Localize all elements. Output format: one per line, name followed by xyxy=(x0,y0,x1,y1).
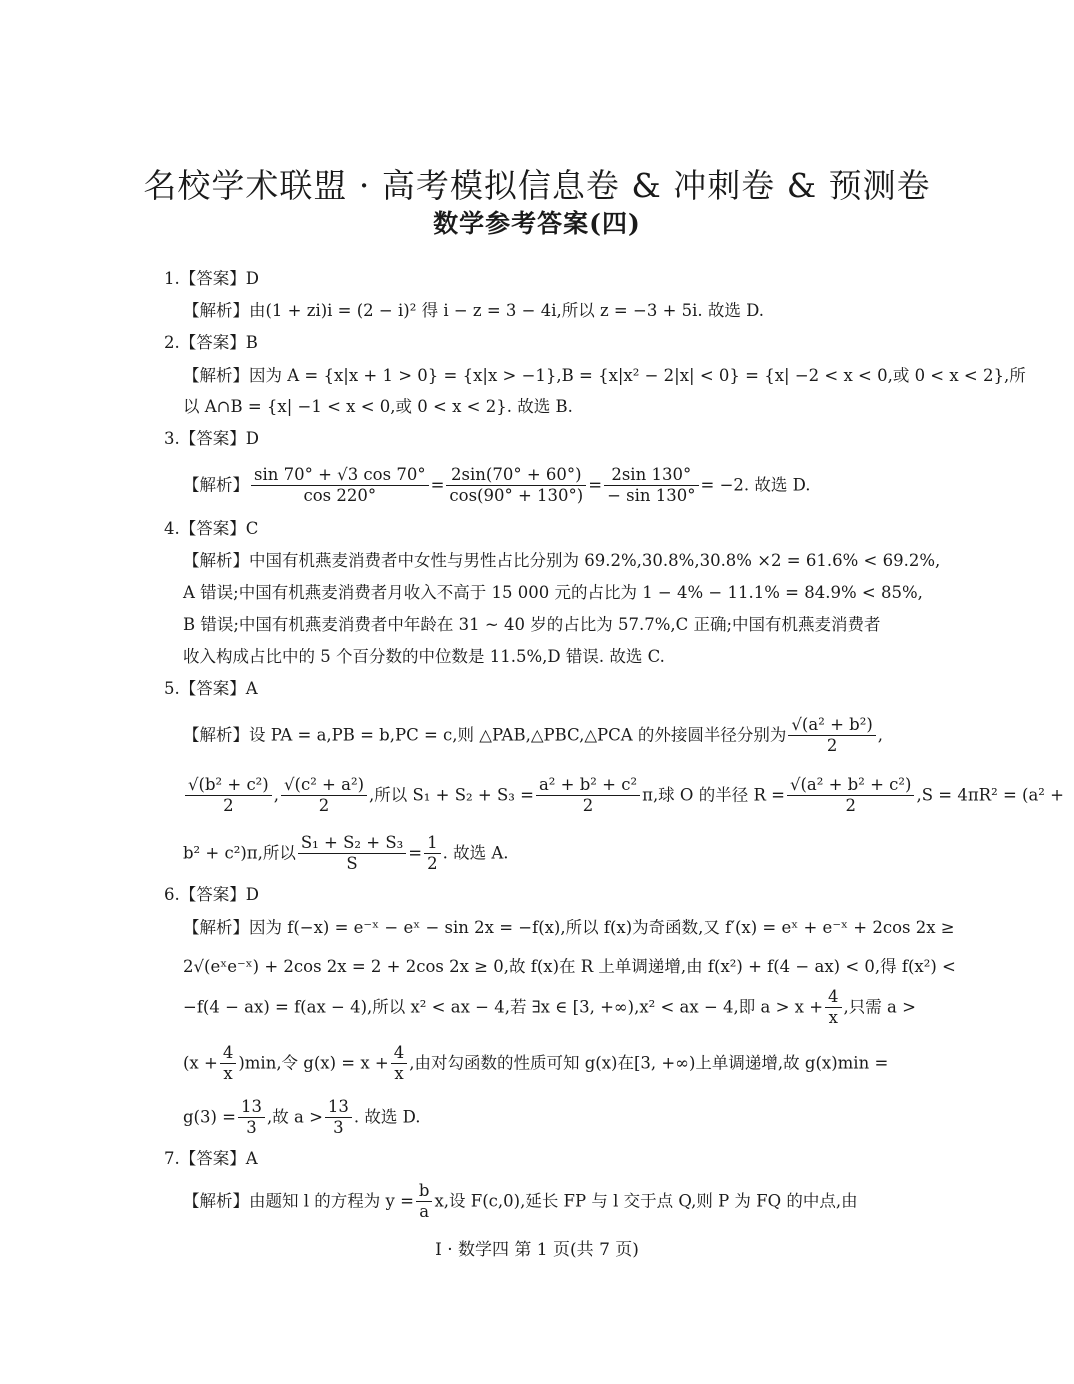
q6-line4-tail: ,由对勾函数的性质可知 g(x)在[3, +∞)上单调递增,故 g(x)min = xyxy=(409,1053,889,1073)
q5-sum-numerator: a² + b² + c² xyxy=(536,775,640,796)
q3-equals-2: = xyxy=(588,475,603,495)
q6-line4-f1-denominator: x xyxy=(223,1064,233,1083)
q5-line2-comma: , xyxy=(273,785,279,805)
q5-radius-ca xyxy=(281,775,367,816)
q5-line2-area-text: ,S = 4πR² = (a² + xyxy=(916,785,1064,805)
q2-answer: 2.【答案】B xyxy=(164,333,258,352)
q6-line4-f1-numerator: 4 xyxy=(220,1043,237,1064)
q6-solution-line1: 【解析】因为 f(−x) = e⁻ˣ − eˣ − sin 2x = −f(x),所以 f(x)为奇函数,又 f′(x) = eˣ + e⁻ˣ + 2cos 2x ≥ xyxy=(183,918,955,937)
q5-solution-line2 xyxy=(183,772,1064,818)
q3-fraction-1 xyxy=(251,465,429,506)
q5-half-fraction xyxy=(424,833,441,874)
q7-line1-tail: x,设 F(c,0),延长 FP 与 l 交于点 Q,则 P 为 FQ 的中点,由 xyxy=(434,1191,858,1211)
q6-solution-line2: 2√(eˣe⁻ˣ) + 2cos 2x = 2 + 2cos 2x ≥ 0,故 f(x)在 R 上单调递增,由 f(x²) + f(4 − ax) < 0,得 f(x²) < xyxy=(183,957,956,976)
q3-f1-numerator: sin 70° + √3 cos 70° xyxy=(251,465,429,486)
q6-line5-fraction-2 xyxy=(325,1097,352,1138)
q3-fraction-2 xyxy=(446,465,586,506)
q6-line5-f1-numerator: 13 xyxy=(238,1097,265,1118)
q4-solution-line1: 【解析】中国有机燕麦消费者中女性与男性占比分别为 69.2%,30.8%,30.8% ×2 = 61.6% < 69.2%, xyxy=(183,551,941,570)
q6-line4-f2-numerator: 4 xyxy=(391,1043,408,1064)
page-footer: Ⅰ · 数学四 第 1 页(共 7 页) xyxy=(435,1240,639,1260)
q6-line4-fraction-2 xyxy=(391,1043,408,1084)
q6-line5-result: . 故选 D. xyxy=(353,1107,421,1127)
q6-line3-denominator: x xyxy=(828,1008,838,1027)
q1-solution: 【解析】由(1 + zi)i = (2 − i)² 得 i − z = 3 − 4i,所以 z = −3 + 5i. 故选 D. xyxy=(183,301,765,320)
q6-line5-f2-denominator: 3 xyxy=(333,1118,344,1137)
q5-ratio-numerator: S₁ + S₂ + S₃ xyxy=(298,833,406,854)
q6-solution-line5 xyxy=(183,1094,911,1140)
q3-f2-numerator: 2sin(70° + 60°) xyxy=(446,465,586,486)
q3-f2-denominator: cos(90° + 130°) xyxy=(449,486,584,505)
q3-equals-1: = xyxy=(430,475,445,495)
q5-ratio-denominator: S xyxy=(346,854,358,873)
q5-radius-ca-numerator: √(c² + a²) xyxy=(281,775,367,796)
q4-solution-line3: B 错误;中国有机燕麦消费者中年龄在 31 ~ 40 岁的占比为 57.7%,C 正确;中国有机燕麦消费者 xyxy=(183,615,881,634)
q3-solution xyxy=(183,462,911,508)
q5-sphere-radius-numerator: √(a² + b² + c²) xyxy=(787,775,915,796)
q4-solution-line4: 收入构成占比中的 5 个百分数的中位数是 11.5%,D 错误. 故选 C. xyxy=(183,647,665,666)
q5-sphere-radius-denominator: 2 xyxy=(845,796,856,815)
q5-radius-bc-denominator: 2 xyxy=(223,796,234,815)
q5-line3-text: b² + c²)π,所以 xyxy=(183,843,296,863)
q3-answer: 3.【答案】D xyxy=(164,429,259,448)
q6-line3-numerator: 4 xyxy=(825,987,842,1008)
q6-line4-open: (x + xyxy=(183,1053,218,1073)
q7-solution-line1 xyxy=(183,1178,911,1224)
q1-answer: 1.【答案】D xyxy=(164,269,259,288)
q5-radius-ab-numerator: √(a² + b²) xyxy=(788,715,875,736)
q7-slope-fraction xyxy=(416,1181,433,1222)
q3-fraction-3 xyxy=(604,465,698,506)
q5-line3-equals: = xyxy=(408,843,423,863)
q7-line1-text: 【解析】由题知 l 的方程为 y = xyxy=(183,1191,414,1211)
q5-radius-ab-denominator: 2 xyxy=(826,736,838,755)
q5-radius-bc xyxy=(185,775,272,816)
q2-solution-line2: 以 A∩B = {x| −1 < x < 0,或 0 < x < 2}. 故选 B. xyxy=(183,397,573,416)
q6-line4-fraction-1 xyxy=(220,1043,237,1084)
q6-line5-text: g(3) = xyxy=(183,1107,237,1127)
q6-line3-text: −f(4 − ax) = f(ax − 4),所以 x² < ax − 4,若 ∃x ∈ [3, +∞),x² < ax − 4,即 a > x + xyxy=(183,997,824,1017)
q5-radius-bc-numerator: √(b² + c²) xyxy=(185,775,272,796)
q5-ratio-fraction xyxy=(298,833,406,874)
q6-answer: 6.【答案】D xyxy=(164,885,259,904)
q5-line1-comma: , xyxy=(877,725,884,745)
q5-sum-fraction xyxy=(536,775,640,816)
q6-line5-f1-denominator: 3 xyxy=(246,1118,257,1137)
q2-solution-line1: 【解析】因为 A = {x|x + 1 > 0} = {x|x > −1},B = {x|x² − 2|x| < 0} = {x| −2 < x < 0,或 0 < x < 2},所 xyxy=(183,366,1026,385)
q5-line2-radius-text: π,球 O 的半径 R = xyxy=(642,785,785,805)
q5-sphere-radius xyxy=(787,775,915,816)
q5-solution-line1 xyxy=(183,712,911,758)
q6-line5-f2-numerator: 13 xyxy=(325,1097,352,1118)
q6-solution-line4 xyxy=(183,1040,911,1086)
page-title: 名校学术联盟 · 高考模拟信息卷 & 冲刺卷 & 预测卷 xyxy=(143,166,931,205)
q5-sum-denominator: 2 xyxy=(582,796,594,815)
q5-solution-line3 xyxy=(183,830,911,876)
q3-result: = −2. 故选 D. xyxy=(700,475,811,495)
q5-line3-result: . 故选 A. xyxy=(442,843,509,863)
q6-line3-fraction xyxy=(825,987,842,1028)
q3-prefix: 【解析】 xyxy=(183,475,249,495)
q6-line4-mid: )min,令 g(x) = x + xyxy=(238,1053,389,1073)
q5-half-denominator: 2 xyxy=(427,854,438,873)
q5-radius-ca-denominator: 2 xyxy=(318,796,330,815)
q4-solution-line2: A 错误;中国有机燕麦消费者月收入不高于 15 000 元的占比为 1 − 4% − 11.1% = 84.9% < 85%, xyxy=(183,583,923,602)
q5-answer: 5.【答案】A xyxy=(164,679,258,698)
q4-answer: 4.【答案】C xyxy=(164,519,259,538)
q6-line3-tail: ,只需 a > xyxy=(843,997,916,1017)
q6-solution-line3 xyxy=(183,984,916,1030)
q5-line2-sum-text: ,所以 S₁ + S₂ + S₃ = xyxy=(369,785,534,805)
q7-slope-denominator: a xyxy=(419,1202,430,1221)
q5-line1-text: 【解析】设 PA = a,PB = b,PC = c,则 △PAB,△PBC,△PCA 的外接圆半径分别为 xyxy=(183,725,787,745)
q6-line5-mid: ,故 a > xyxy=(267,1107,323,1127)
q5-radius-ab xyxy=(788,715,875,756)
q5-half-numerator: 1 xyxy=(424,833,441,854)
q3-f1-denominator: cos 220° xyxy=(303,486,377,505)
q3-f3-numerator: 2sin 130° xyxy=(604,465,698,486)
q6-line4-f2-denominator: x xyxy=(394,1064,404,1083)
page-subtitle: 数学参考答案(四) xyxy=(433,209,641,238)
q7-answer: 7.【答案】A xyxy=(164,1149,258,1168)
q3-f3-denominator: − sin 130° xyxy=(607,486,696,505)
q7-slope-numerator: b xyxy=(416,1181,433,1202)
q6-line5-fraction-1 xyxy=(238,1097,265,1138)
